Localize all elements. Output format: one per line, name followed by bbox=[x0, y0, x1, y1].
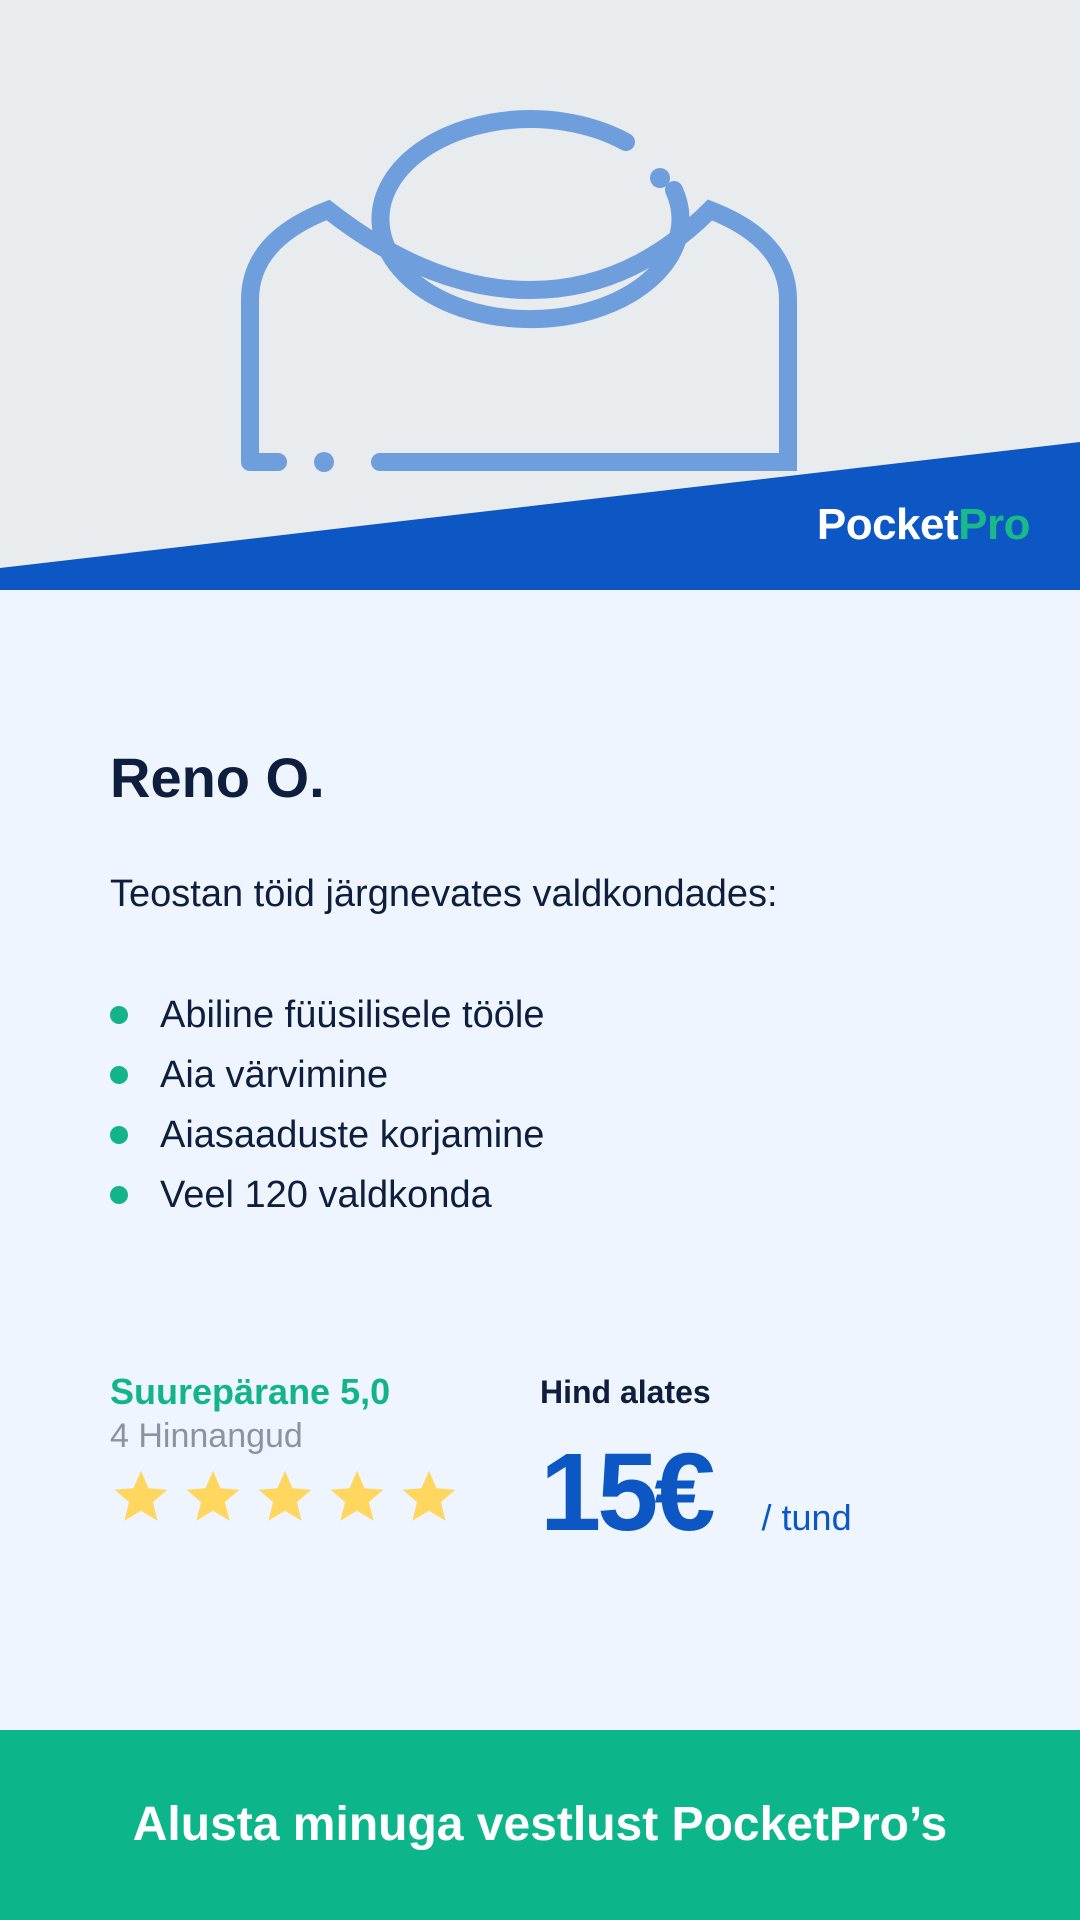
bullet-icon bbox=[110, 1186, 128, 1204]
price-value: 15€ bbox=[540, 1431, 712, 1554]
service-item bbox=[110, 1105, 544, 1165]
hero-banner bbox=[0, 0, 1080, 590]
service-label: Abiline füüsilisele tööle bbox=[160, 994, 545, 1036]
bullet-icon bbox=[110, 1066, 128, 1084]
brand-logo bbox=[817, 500, 1030, 550]
services-list bbox=[110, 985, 544, 1225]
brand-logo-part1: Pocket bbox=[816, 500, 959, 549]
star-rating bbox=[110, 1466, 530, 1528]
brand-logo-part2: Pro bbox=[958, 500, 1030, 549]
star-icon bbox=[110, 1466, 172, 1528]
bullet-icon bbox=[110, 1126, 128, 1144]
service-item bbox=[110, 1045, 544, 1105]
service-item bbox=[110, 1165, 544, 1225]
rating-block bbox=[110, 1372, 530, 1528]
rating-count: 4 Hinnangud bbox=[110, 1417, 303, 1455]
price-label: Hind alates bbox=[540, 1374, 711, 1410]
profile-name: Reno O. bbox=[110, 746, 325, 809]
star-icon bbox=[398, 1466, 460, 1528]
bullet-icon bbox=[110, 1006, 128, 1024]
price-block bbox=[540, 1372, 1000, 1554]
star-icon bbox=[326, 1466, 388, 1528]
price-row bbox=[540, 1431, 1000, 1554]
service-label: Veel 120 valdkonda bbox=[160, 1174, 492, 1216]
star-icon bbox=[182, 1466, 244, 1528]
star-icon bbox=[254, 1466, 316, 1528]
service-label: Aia värvimine bbox=[160, 1054, 389, 1096]
rating-title: Suurepärane 5,0 bbox=[110, 1371, 391, 1412]
service-item bbox=[110, 985, 544, 1045]
start-chat-button[interactable]: Alusta minuga vestlust PocketPro’s bbox=[0, 1730, 1080, 1920]
service-label: Aiasaaduste korjamine bbox=[160, 1114, 545, 1156]
profile-intro: Teostan töid järgnevates valdkondades: bbox=[110, 873, 778, 915]
price-unit: / tund bbox=[761, 1497, 852, 1538]
